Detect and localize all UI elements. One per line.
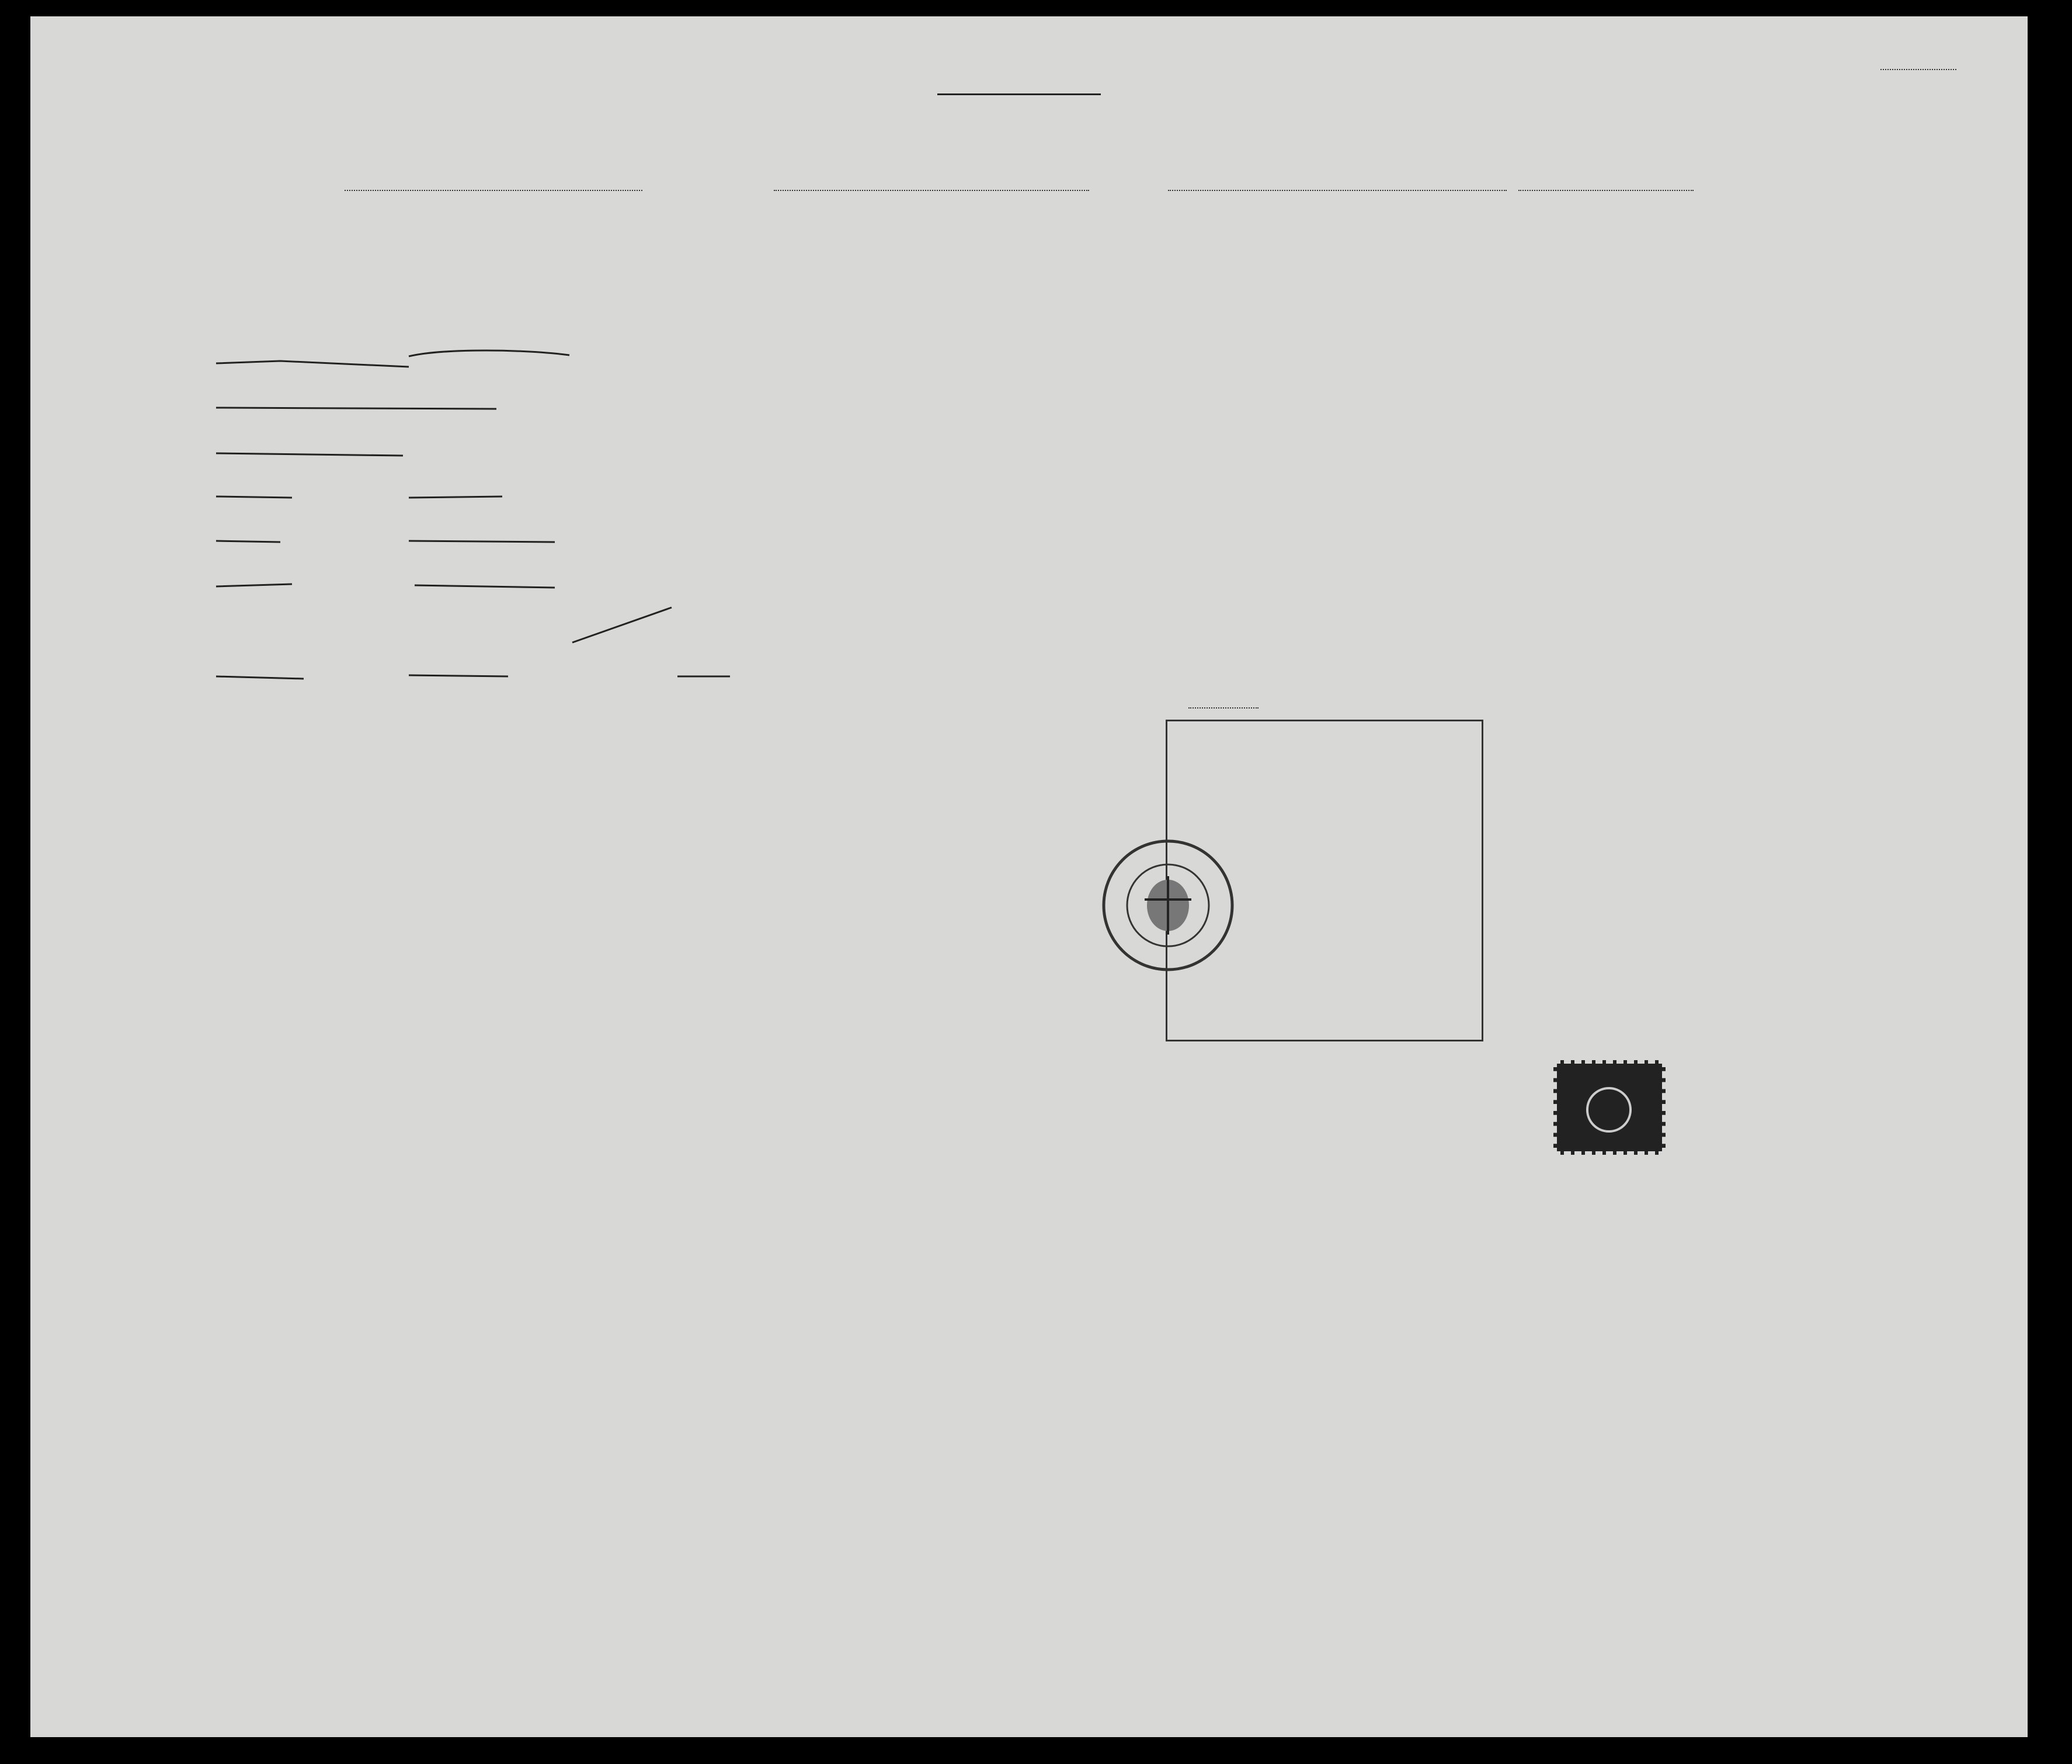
stamp-emblem (1586, 1087, 1632, 1133)
revenue-fee-stamp (1553, 1060, 1666, 1155)
consulate-seal (1098, 835, 1238, 975)
closing-count (1188, 707, 1259, 709)
service-fee-block (1188, 996, 1253, 1015)
penalty-note (1066, 1706, 1073, 1718)
closing-statement (1188, 697, 1259, 712)
